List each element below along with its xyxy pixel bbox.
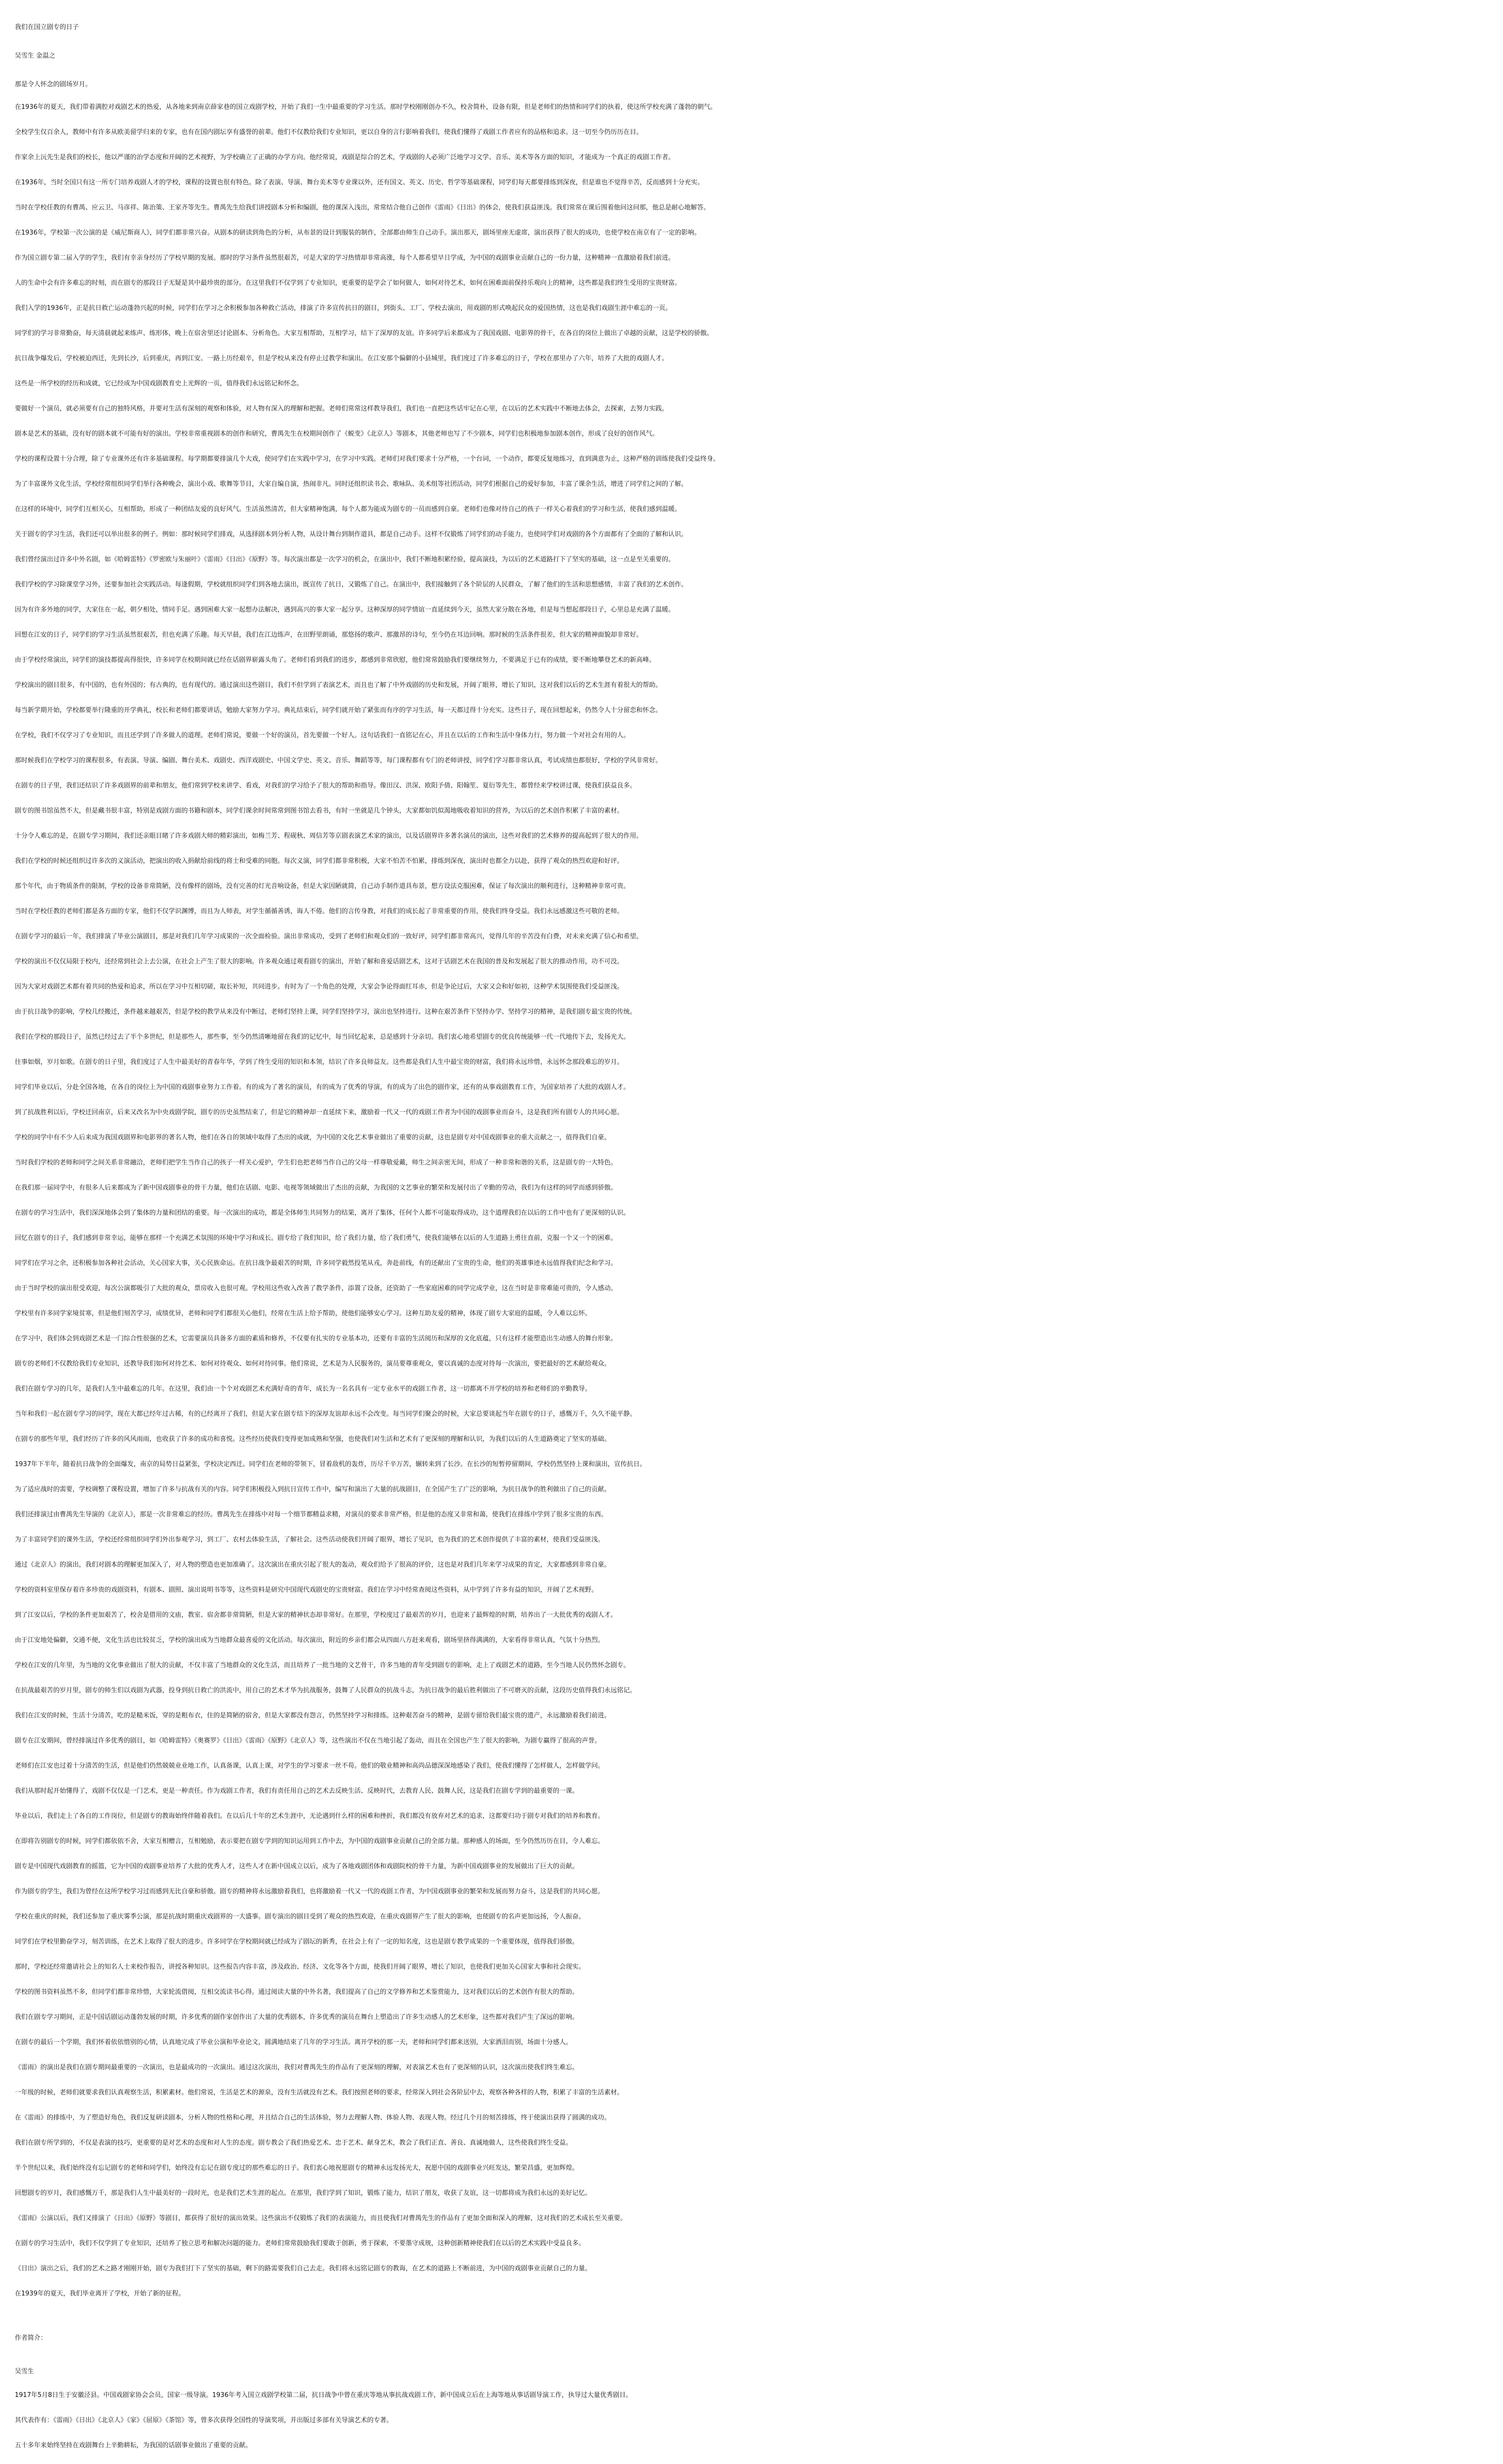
body-paragraph: 学校的演出不仅仅局限于校内，还经常到社会上去公演，在社会上产生了很大的影响。许多观众通过观看剧专的演出，开始了解和喜爱话剧艺术，这对于话剧艺术在我国的普及和发展起了很大的推动作用，功不可没。 (15, 958, 624, 965)
body-paragraph: 《日出》演出之后，我们的艺术之路才刚刚开始，剧专为我们打下了坚实的基础，剩下的路需要我们自己去走。我们将永远铭记剧专的教诲，在艺术的道路上不断前进，为中国的戏剧事业贡献自己的力量。 (15, 2265, 592, 2272)
body-paragraph: 由于当时学校的演出很受欢迎，每次公演都吸引了大批的观众，票房收入也很可观。学校用这些收入改善了教学条件，添置了设备，还资助了一些家庭困难的同学完成学业，这在当时是非常难能可贵的，令人感动。 (15, 1285, 617, 1292)
body-paragraph: 那个年代，由于物质条件的限制，学校的设备非常简陋，没有像样的剧场，没有完善的灯光音响设备，但是大家因陋就简，自己动手制作道具布景，想方设法克服困难，保证了每次演出的顺利进行，这种精神非常可贵。 (15, 883, 630, 890)
bio-section-heading: 作者简介： (15, 2334, 47, 2342)
body-paragraph: 当时在学校任教的老师们都是各方面的专家，他们不仅学识渊博，而且为人师表，对学生循循善诱，诲人不倦。他们的言传身教，对我们的成长起了非常重要的作用，使我们终身受益。我们永远感激这些可敬的老师。 (15, 908, 624, 915)
body-paragraph: 那时，学校还经常邀请社会上的知名人士来校作报告，讲授各种知识。这些报告内容丰富，涉及政治、经济、文化等各个方面，使我们开阔了眼界，增长了知识，也使我们更加关心国家大事和社会现实。 (15, 1963, 585, 1971)
body-paragraph: 在即将告别剧专的时候，同学们都依依不舍，大家互相赠言，互相勉励，表示要把在剧专学到的知识运用到工作中去，为中国的戏剧事业贡献自己的全部力量。那种感人的场面，至今仍然历历在目，令人难忘。 (15, 1838, 605, 1845)
body-paragraph: 在学习中，我们体会到戏剧艺术是一门综合性很强的艺术，它需要演员具备多方面的素质和修养，不仅要有扎实的专业基本功，还要有丰富的生活阅历和深厚的文化底蕴，只有这样才能塑造出生动感人的舞台形象。 (15, 1335, 617, 1342)
body-paragraph: 当年和我们一起在剧专学习的同学，现在大都已经年过古稀，有的已经离开了我们，但是大家在剧专结下的深厚友谊却永远不会改变。每当同学们聚会的时候，大家总要谈起当年在剧专的日子，感慨万千，久久不能平静。 (15, 1410, 637, 1418)
body-paragraph: 在剧专的学习生活中，我们不仅学到了专业知识，还培养了独立思考和解决问题的能力。老师们常常鼓励我们要敢于创新，勇于探索，不要墨守成规，这种创新精神使我们在以后的艺术实践中受益良多。 (15, 2240, 585, 2247)
body-paragraph: 在1936年，当时全国只有这一所专门培养戏剧人才的学校，课程的设置也很有特色。除了表演、导演、舞台美术等专业课以外，还有国文、英文、历史、哲学等基础课程，同学们每天都要排练到深夜，但是谁也不觉得辛苦，反而感到十分充实。 (15, 179, 704, 186)
body-paragraph: 在我们那一届同学中，有很多人后来都成为了新中国戏剧事业的骨干力量，他们在话剧、电影、电视等领域做出了杰出的贡献，为我国的文艺事业的繁荣和发展付出了辛勤的劳动，我们为有这样的同学而感到骄傲。 (15, 1184, 617, 1192)
body-paragraph: 我们从那时起开始懂得了，戏剧不仅仅是一门艺术，更是一种责任。作为戏剧工作者，我们有责任用自己的艺术去反映生活、反映时代，去教育人民、鼓舞人民，这是我们在剧专学到的最重要的一课。 (15, 1787, 579, 1795)
body-paragraph: 《雷雨》公演以后，我们又排演了《日出》《原野》等剧目，都获得了很好的演出效果。这些演出不仅锻炼了我们的表演能力，而且使我们对曹禺先生的作品有了更加全面和深入的理解，这对我们的艺术成长至关重要。 (15, 2215, 627, 2222)
body-paragraph: 在1939年的夏天，我们毕业离开了学校，开始了新的征程。 (15, 2290, 185, 2297)
body-paragraph: 回想在江安的日子，同学们的学习生活虽然很艰苦，但也充满了乐趣。每天早晨，我们在江边练声，在田野里朗诵，那悠扬的歌声、那激昂的诗句，至今仍在耳边回响。那时候的生活条件很差，但大家的精神面貌却非常好。 (15, 631, 643, 639)
body-paragraph: 由于江安地处偏僻，交通不便，文化生活也比较贫乏，学校的演出成为当地群众最喜爱的文化活动。每次演出，附近的乡亲们都会从四面八方赶来观看，剧场里挤得满满的，大家看得非常认真，气氛十分热烈。 (15, 1637, 605, 1644)
body-paragraph: 同学们的学习非常勤奋，每天清晨就起来练声、练形体，晚上在宿舍里还讨论剧本、分析角色。大家互相帮助，互相学习，结下了深厚的友谊。许多同学后来都成为了我国戏剧、电影界的骨干，在各自的岗位上做出了卓越的贡献，这是学校的骄傲。 (15, 330, 714, 337)
body-paragraph: 1937年下半年，随着抗日战争的全面爆发，南京的局势日益紧张，学校决定西迁。同学们在老师的带领下，冒着敌机的轰炸，历尽千辛万苦，辗转来到了长沙。在长沙的短暂停留期间，学校仍然坚持上课和演出，宣传抗日。 (15, 1461, 647, 1468)
body-paragraph: 剧专在江安期间，曾经排演过许多优秀的剧目，如《哈姆雷特》《奥赛罗》《日出》《雷雨》《原野》《北京人》等，这些演出不仅在当地引起了轰动，而且在全国也产生了很大的影响，为剧专赢得了很高的声誉。 (15, 1737, 601, 1745)
body-paragraph: 那时候我们在学校学习的课程很多，有表演、导演、编剧、舞台美术、戏剧史、西洋戏剧史、中国文学史、英文、音乐、舞蹈等等，每门课程都有专门的老师讲授，同学们学习都非常认真，考试成绩也都很好，学校的学风非常好。 (15, 757, 662, 764)
body-paragraph: 我们还排演过由曹禺先生导演的《北京人》，那是一次非常难忘的经历。曹禺先生在排练中对每一个细节都精益求精，对演员的要求非常严格，但是他的态度又非常和蔼，使我们在排练中学到了很多宝贵的东西。 (15, 1511, 608, 1518)
body-paragraph: 同学们在学习之余，还积极参加各种社会活动，关心国家大事，关心民族命运。在抗日战争最艰苦的时期，许多同学毅然投笔从戎，奔赴前线，有的还献出了宝贵的生命，他们的英雄事迹永远值得我们纪念和学习。 (15, 1260, 617, 1267)
body-paragraph: 抗日战争爆发后，学校被迫西迁，先到长沙，后到重庆，再到江安。一路上历经艰辛，但是学校从来没有停止过教学和演出。在江安那个偏僻的小县城里，我们度过了许多难忘的日子，学校在那里办了六年，培养了大批的戏剧人才。 (15, 355, 669, 362)
body-paragraph: 回忆在剧专的日子，我们感到非常幸运，能够在那样一个充满艺术氛围的环境中学习和成长。剧专给了我们知识，给了我们力量，给了我们勇气，使我们能够在以后的人生道路上勇往直前，克服一个又一个的困难。 (15, 1234, 617, 1242)
body-paragraph: 人的生命中会有许多难忘的时刻，而在剧专的那段日子无疑是其中最珍贵的部分。在这里我们不仅学到了专业知识，更重要的是学会了如何做人，如何对待艺术，如何在困难面前保持乐观向上的精神，这些都是我们终生受用的宝贵财富。 (15, 279, 682, 287)
body-paragraph: 在剧专的那些年里，我们经历了许多的风风雨雨，也收获了许多的成功和喜悦。这些经历使我们变得更加成熟和坚强，也使我们对生活和艺术有了更深刻的理解和认识，为我们以后的人生道路奠定了坚实的基础。 (15, 1436, 611, 1443)
author-bio (15, 2367, 1488, 2464)
body-paragraph: 在剧专的学习生活中，我们深深地体会到了集体的力量和团结的重要。每一次演出的成功，都是全体师生共同努力的结果，离开了集体，任何个人都不可能取得成功，这个道理我们在以后的工作中也有了更深刻的认识。 (15, 1209, 630, 1217)
body-paragraph: 学校的资料室里保存着许多珍贵的戏剧资料，有剧本、剧照、演出说明书等等，这些资料是研究中国现代戏剧史的宝贵财富。我们在学习中经常查阅这些资料，从中学到了许多有益的知识，开阔了艺术视野。 (15, 1586, 598, 1594)
body-paragraph: 为了丰富课外文化生活，学校经常组织同学们举行各种晚会，演出小戏、歌舞等节目，大家自编自演，热闹非凡。同时还组织读书会、歌咏队、美术组等社团活动，同学们根据自己的爱好参加，丰富了课余生活，增进了同学们之间的了解。 (15, 480, 688, 488)
body-paragraph: 每当新学期开始，学校都要举行隆重的开学典礼，校长和老师们都要讲话，勉励大家努力学习。典礼结束后，同学们就开始了紧张而有序的学习生活，每一天都过得十分充实。这些日子，现在回想起来，仍然令人十分留恋和怀念。 (15, 707, 662, 714)
body-paragraph: 我们在学校的那段日子，虽然已经过去了半个多世纪，但是那些人，那些事，至今仍然清晰地留在我们的记忆中，每当回忆起来，总是感到十分亲切。我们衷心地希望剧专的优良传统能够一代一代地传下去，发扬光大。 (15, 1033, 630, 1041)
body-paragraph: 毕业以后，我们走上了各自的工作岗位，但是剧专的教诲始终伴随着我们。在以后几十年的艺术生涯中，无论遇到什么样的困难和挫折，我们都没有放弃对艺术的追求，这都要归功于剧专对我们的培养和教育。 (15, 1813, 605, 1820)
body-paragraph: 剧专的老师们不仅教给我们专业知识，还教导我们如何对待艺术、如何对待观众、如何对待同事。他们常说，艺术是为人民服务的，演员要尊重观众，要以真诚的态度对待每一次演出，要把最好的艺术献给观众。 (15, 1360, 611, 1368)
author-bios (15, 2367, 1488, 2464)
body-paragraph: 我们在剧专所学到的，不仅是表演的技巧，更重要的是对艺术的态度和对人生的态度。剧专教会了我们热爱艺术、忠于艺术、献身艺术，教会了我们正直、善良、真诚地做人，这些使我们终生受益。 (15, 2139, 573, 2147)
body-paragraph: 由于学校经常演出，同学们的演技都提高得很快，许多同学在校期间就已经在话剧界崭露头角了。老师们看到我们的进步，都感到非常欣慰，他们常常鼓励我们要继续努力，不要满足于已有的成绩，要不断地攀登艺术的新高峰。 (15, 656, 656, 664)
body-text (15, 103, 1488, 2299)
body-paragraph: 在剧专的最后一个学期，我们怀着依依惜别的心情，认真地完成了毕业公演和毕业论文，圆满地结束了几年的学习生活。离开学校的那一天，老师和同学们都来送别，大家洒泪而别，场面十分感人。 (15, 2039, 573, 2046)
body-paragraph: 这些是一所学校的经历和成就，它已经成为中国戏剧教育史上光辉的一页，值得我们永远铭记和怀念。 (15, 380, 304, 387)
body-paragraph: 往事如烟，岁月如歌。在剧专的日子里，我们度过了人生中最美好的青春年华，学到了终生受用的知识和本领，结识了许多良师益友。这些都是我们人生中最宝贵的财富，我们将永远珍惜，永远怀念那段难忘的岁月。 (15, 1059, 624, 1066)
body-paragraph: 我们学校的学习除课堂学习外，还要参加社会实践活动。每逢假期，学校就组织同学们到各地去演出，既宣传了抗日，又锻炼了自己。在演出中，我们接触到了各个阶层的人民群众，了解了他们的生活和思想感情，丰富了我们的艺术创作。 (15, 581, 688, 588)
body-paragraph: 同学们在学校里勤奋学习，刻苦训练，在艺术上取得了很大的进步。许多同学在学校期间就已经成为了剧坛的新秀，在社会上有了一定的知名度，这也是剧专教学成果的一个重要体现，值得我们骄傲。 (15, 1938, 579, 1946)
body-paragraph: 在剧专学习的最后一年，我们排演了毕业公演剧目，那是对我们几年学习成果的一次全面检验。演出非常成功，受到了老师们和观众们的一致好评，同学们都非常高兴，觉得几年的辛苦没有白费，对未来充满了信心和希望。 (15, 933, 643, 940)
body-paragraph: 我们入学的1936年，正是抗日救亡运动蓬勃兴起的时候，同学们在学习之余积极参加各种救亡活动，排演了许多宣传抗日的剧目，到街头、工厂、学校去演出，用戏剧的形式唤起民众的爱国热情，这也是我们戏剧生涯中难忘的一页。 (15, 305, 672, 312)
body-paragraph: 学校里有许多同学家境贫寒，但是他们刻苦学习，成绩优异，老师和同学们都很关心他们，经常在生活上给予帮助，使他们能够安心学习。这种互助友爱的精神，体现了剧专大家庭的温暖，令人难以忘怀。 (15, 1310, 592, 1317)
body-paragraph: 一年级的时候，老师们就要求我们认真观察生活，积累素材。他们常说，生活是艺术的源泉，没有生活就没有艺术。我们按照老师的要求，经常深入到社会各阶层中去，观察各种各样的人物，积累了丰富的生活素材。 (15, 2089, 624, 2096)
body-paragraph: 作为国立剧专第二届入学的学生，我们有幸亲身经历了学校早期的发展。那时的学习条件虽然很艰苦，可是大家的学习热情却非常高涨，每个人都希望早日学成，为中国的戏剧事业贡献自己的一份力量，这种精神一直激励着我们前进。 (15, 254, 675, 262)
body-paragraph: 通过《北京人》的演出，我们对剧本的理解更加深入了，对人物的塑造也更加准确了。这次演出在重庆引起了很大的轰动，观众们给予了很高的评价，这也是对我们几年来学习成果的肯定，大家都感到非常自豪。 (15, 1561, 611, 1569)
body-paragraph: 因为有许多外地的同学，大家住在一起，朝夕相处，情同手足。遇到困难大家一起想办法解决，遇到高兴的事大家一起分享。这种深厚的同学情谊一直延续到今天，虽然大家分散在各地，但是每当想起那段日子，心里总是充满了温暖。 (15, 606, 675, 614)
body-paragraph: 学校在重庆的时候，我们还参加了重庆雾季公演，那是抗战时期重庆戏剧界的一大盛事。剧专演出的剧目受到了观众的热烈欢迎，在重庆戏剧界产生了很大的影响，也使剧专的名声更加远扬，令人振奋。 (15, 1913, 585, 1920)
body-paragraph: 半个世纪以来，我们始终没有忘记剧专的老师和同学们，始终没有忘记在剧专度过的那些难忘的日子。我们衷心地祝愿剧专的精神永远发扬光大，祝愿中国的戏剧事业兴旺发达，繁荣昌盛，更加辉煌。 (15, 2164, 579, 2172)
body-paragraph: 要做好一个演员，就必须要有自己的独特风格，并要对生活有深刻的观察和体验，对人物有深入的理解和把握。老师们常常这样教导我们，我们也一直把这些话牢记在心里，在以后的艺术实践中不断地去体会，去探索，去努力实践。 (15, 405, 669, 412)
opening-line: 那是令人怀念的剧场岁月。 (15, 81, 92, 88)
author-name: 吴雪生 (15, 2368, 34, 2375)
body-paragraph: 为了丰富同学们的课外生活，学校还经常组织同学们外出参观学习，到工厂、农村去体验生活，了解社会。这些活动使我们开阔了眼界，增长了见识，也为我们的艺术创作提供了丰富的素材，使我们受益匪浅。 (15, 1536, 605, 1543)
body-paragraph: 我们在学校的时候还组织过许多次的义演活动，把演出的收入捐献给前线的将士和受难的同胞。每次义演，同学们都非常积极，大家不怕苦不怕累，排练到深夜，演出时也都全力以赴，获得了观众的热烈欢迎和好评。 (15, 857, 624, 865)
body-paragraph: 到了抗战胜利以后，学校迁回南京，后来又改名为中央戏剧学院，剧专的历史虽然结束了，但是它的精神却一直延续下来，激励着一代又一代的戏剧工作者为中国的戏剧事业而奋斗，这是我们所有剧专人的共同心愿。 (15, 1109, 624, 1116)
body-paragraph: 剧专的图书馆虽然不大，但是藏书很丰富，特别是戏剧方面的书籍和剧本，同学们课余时间常常到图书馆去看书，有时一坐就是几个钟头，大家都如饥似渴地吸收着知识的营养，为以后的艺术创作积累了丰富的素材。 (15, 807, 624, 815)
body-paragraph: 我们在剧专学习期间，正是中国话剧运动蓬勃发展的时期，许多优秀的剧作家创作出了大量的优秀剧本，许多优秀的演员在舞台上塑造出了许多生动感人的艺术形象，这些都对我们产生了深远的影响。 (15, 2014, 579, 2021)
body-paragraph: 回想剧专的岁月，我们感慨万千，那是我们人生中最美好的一段时光，也是我们艺术生涯的起点。在那里，我们学到了知识，锻炼了能力，结识了朋友，收获了友谊，这一切都将成为我们永远的美好记忆。 (15, 2190, 592, 2197)
body-paragraph: 我们在江安的时候，生活十分清苦，吃的是糙米饭，穿的是粗布衣，住的是简陋的宿舍，但是大家都没有怨言，仍然坚持学习和排练。这种艰苦奋斗的精神，是剧专留给我们最宝贵的遗产，永远激励着我们前进。 (15, 1712, 611, 1719)
document-byline: 吴雪生 金温之 (15, 52, 56, 60)
body-paragraph: 在《雷雨》的排练中，为了塑造好角色，我们反复研读剧本，分析人物的性格和心理，并且结合自己的生活体验，努力去理解人物、体验人物、表现人物。经过几个月的刻苦排练，终于使演出获得了圆满的成功。 (15, 2114, 611, 2122)
body-paragraph: 关于剧专的学习生活，我们还可以举出很多的例子。例如：那时候同学们排戏，从选择剧本到分析人物，从设计舞台到制作道具，都是自己动手。这样不仅锻炼了同学们的动手能力，也使同学们对戏剧的各个方面都有了全面的了解和认识。 (15, 531, 688, 538)
body-paragraph: 在1936年，学校第一次公演的是《威尼斯商人》，同学们都非常兴奋。从剧本的研读到角色的分析，从布景的设计到服装的制作，全部都由师生自己动手。演出那天，剧场里座无虚席，演出获得了很大的成功，也使学校在南京有了一定的影响。 (15, 229, 701, 237)
body-paragraph: 到了江安以后，学校的条件更加艰苦了，校舍是借用的文庙，教室、宿舍都非常简陋，但是大家的精神状态却非常好。在那里，学校度过了最艰苦的岁月，也迎来了最辉煌的时期，培养出了一大批优秀的戏剧人才。 (15, 1611, 617, 1619)
body-paragraph: 作家余上沅先生是我们的校长，他以严谨的治学态度和开阔的艺术视野，为学校确立了正确的办学方向。他经常说，戏剧是综合的艺术，学戏剧的人必须广泛地学习文学、音乐、美术等各方面的知识，才能成为一个真正的戏剧工作者。 (15, 154, 675, 161)
bio-line: 其代表作有：《雷雨》《日出》《北京人》《家》《屈原》《茶馆》等，曾多次获得全国性的导演奖项，并出版过多部有关导演艺术的专著。 (15, 2417, 393, 2424)
body-paragraph: 学校的同学中有不少人后来成为我国戏剧界和电影界的著名人物，他们在各自的领域中取得了杰出的成就，为中国的文化艺术事业做出了重要的贡献，这也是剧专对中国戏剧事业的重大贡献之一，值得我们自豪。 (15, 1134, 611, 1141)
body-paragraph: 在这样的环境中，同学们互相关心，互相帮助，形成了一种团结友爱的良好风气。生活虽然清苦，但大家精神饱满，每个人都为能成为剧专的一员而感到自豪。老师们也像对待自己的孩子一样关心着我们的学习和生活，使我们感到温暖。 (15, 506, 682, 513)
body-paragraph: 作为剧专的学生，我们为曾经在这所学校学习过而感到无比自豪和骄傲。剧专的精神将永远激励着我们，也将激励着一代又一代的戏剧工作者，为中国戏剧事业的繁荣和发展而努力奋斗，这是我们的共同心愿。 (15, 1888, 605, 1895)
bio-line: 1917年5月8日生于安徽泾县。中国戏剧家协会会员，国家一级导演。1936年考入国立戏剧学校第二届，抗日战争中曾在重庆等地从事抗战戏剧工作，新中国成立后在上海等地从事话剧导演工作，执导过大量优秀剧目。 (15, 2392, 632, 2399)
body-paragraph: 学校演出的剧目很多，有中国的，也有外国的；有古典的，也有现代的。通过演出这些剧目，我们不但学到了表演艺术，而且也了解了中外戏剧的历史和发展，开阔了眼界，增长了知识，这对我们以后的艺术生涯有着很大的帮助。 (15, 682, 662, 689)
body-paragraph: 剧专是中国现代戏剧教育的摇篮，它为中国的戏剧事业培养了大批的优秀人才，这些人才在新中国成立以后，成为了各地戏剧团体和戏剧院校的骨干力量，为新中国戏剧事业的发展做出了巨大的贡献。 (15, 1863, 579, 1870)
body-paragraph: 当时在学校任教的有曹禺、应云卫、马彦祥、陈治策、王家齐等先生。曹禺先生给我们讲授剧本分析和编剧，他的课深入浅出，常常结合他自己创作《雷雨》《日出》的体会，使我们获益匪浅。我们常常在课后围着他问这问那，他总是耐心地解答。 (15, 204, 710, 211)
body-paragraph: 老师们在江安也过着十分清苦的生活，但是他们仍然兢兢业业地工作，认真备课，认真上课，对学生的学习要求一丝不苟。他们的敬业精神和高尚品德深深地感染了我们，使我们懂得了怎样做人，怎样做学问。 (15, 1762, 605, 1770)
body-paragraph: 在剧专的日子里，我们还结识了许多戏剧界的前辈和朋友，他们常到学校来讲学、看戏，对我们的学习给予了很大的帮助和指导。像田汉、洪深、欧阳予倩、阳翰笙、夏衍等先生，都曾经来学校讲过课，使我们获益良多。 (15, 782, 637, 789)
bio-line: 五十多年来始终坚持在戏剧舞台上辛勤耕耘，为我国的话剧事业做出了重要的贡献。 (15, 2442, 252, 2449)
body-paragraph: 学校的课程设置十分合理，除了专业课外还有许多基础课程。每学期都要排演几个大戏，使同学们在实践中学习，在学习中实践。老师们对我们要求十分严格，一个台词，一个动作，都要反复地练习，直到满意为止，这种严格的训练使我们受益终身。 (15, 455, 720, 463)
body-paragraph: 在学校，我们不仅学习了专业知识，而且还学到了许多做人的道理。老师们常说，要做一个好的演员，首先要做一个好人。这句话我们一直铭记在心，并且在以后的工作和生活中身体力行，努力做一个对社会有用的人。 (15, 732, 630, 739)
body-paragraph: 《雷雨》的演出是我们在剧专期间最重要的一次演出，也是最成功的一次演出。通过这次演出，我们对曹禺先生的作品有了更深刻的理解，对表演艺术也有了更深刻的认识，这次演出使我们终生难忘。 (15, 2064, 579, 2071)
body-paragraph: 全校学生仅百余人，教师中有许多从欧美留学归来的专家，也有在国内剧坛享有盛誉的前辈。他们不仅教给我们专业知识，更以自身的言行影响着我们，使我们懂得了戏剧工作者应有的品格和追求。这一切至今仍历历在目。 (15, 129, 643, 136)
body-paragraph: 在1936年的夏天，我们带着满腔对戏剧艺术的热爱，从各地来到南京薛家巷的国立戏剧学校，开始了我们一生中最重要的学习生活。那时学校刚刚创办不久，校舍简朴，设备有限，但是老师们的热情和同学们的执着，使这所学校充满了蓬勃的朝气。 (15, 103, 717, 111)
body-paragraph: 当时我们学校的老师和同学之间关系非常融洽，老师们把学生当作自己的孩子一样关心爱护，学生们也把老师当作自己的父母一样尊敬爱戴，师生之间亲密无间，形成了一种非常和谐的关系，这是剧专的一大特色。 (15, 1159, 617, 1166)
body-paragraph: 我们在剧专学习的几年，是我们人生中最难忘的几年。在这里，我们由一个个对戏剧艺术充满好奇的青年，成长为一名名具有一定专业水平的戏剧工作者，这一切都离不开学校的培养和老师们的辛勤教导。 (15, 1385, 592, 1393)
document-title: 我们在国立剧专的日子 (15, 24, 79, 31)
body-paragraph: 我们曾经演出过许多中外名剧，如《哈姆雷特》《罗密欧与朱丽叶》《雷雨》《日出》《原野》等。每次演出都是一次学习的机会，在演出中，我们不断地积累经验，提高演技，为以后的艺术道路打下了坚实的基础，这一点是至关重要的。 (15, 556, 675, 563)
body-paragraph: 剧本是艺术的基础，没有好的剧本就不可能有好的演出。学校非常重视剧本的创作和研究，曹禺先生在校期间创作了《蜕变》《北京人》等剧本，其他老师也写了不少剧本，同学们也积极地参加剧本创作，形成了良好的创作风气。 (15, 430, 659, 438)
body-paragraph: 学校在江安的几年里，为当地的文化事业做出了很大的贡献，不仅丰富了当地群众的文化生活，而且培养了一批当地的文艺骨干，许多当地的青年受到剧专的影响，走上了戏剧艺术的道路，至今当地人民仍然怀念剧专。 (15, 1662, 630, 1669)
body-paragraph: 在抗战最艰苦的岁月里，剧专的师生们以戏剧为武器，投身到抗日救亡的洪流中，用自己的艺术才华为抗战服务，鼓舞了人民群众的抗战斗志，为抗日战争的最后胜利做出了不可磨灭的贡献，这段历史值得我们永远铭记。 (15, 1687, 637, 1694)
body-paragraph: 为了适应战时的需要，学校调整了课程设置，增加了许多与抗战有关的内容。同学们积极投入到抗日宣传工作中，编写和演出了大量的抗战剧目，在全国产生了广泛的影响，为抗日战争的胜利做出了自己的贡献。 (15, 1486, 611, 1493)
body-paragraph: 学校的图书资料虽然不多，但同学们都非常珍惜，大家轮流借阅，互相交流读书心得。通过阅读大量的中外名著，我们提高了自己的文学修养和艺术鉴赏能力，这对我们以后的艺术创作有很大的帮助。 (15, 1988, 579, 1996)
body-paragraph: 十分令人难忘的是，在剧专学习期间，我们还亲眼目睹了许多戏剧大师的精彩演出，如梅兰芳、程砚秋、周信芳等京剧表演艺术家的演出，以及话剧界许多著名演员的演出，这些对我们的艺术修养的提高起到了很大的作用。 (15, 832, 643, 840)
body-paragraph: 同学们毕业以后，分赴全国各地，在各自的岗位上为中国的戏剧事业努力工作着。有的成为了著名的演员，有的成为了优秀的导演，有的成为了出色的剧作家，还有的从事戏剧教育工作，为国家培养了大批的戏剧人才。 (15, 1084, 630, 1091)
body-paragraph: 由于抗日战争的影响，学校几经搬迁，条件越来越艰苦，但是学校的教学从来没有中断过，老师们坚持上课，同学们坚持学习，演出也坚持进行。这种在艰苦条件下坚持办学、坚持学习的精神，是我们剧专最宝贵的传统。 (15, 1008, 637, 1016)
body-paragraph: 因为大家对戏剧艺术都有着共同的热爱和追求，所以在学习中互相切磋，取长补短，共同进步。有时为了一个角色的处理，大家会争论得面红耳赤，但是争论过后，大家又会和好如初，这种学术氛围使我们受益匪浅。 (15, 983, 624, 991)
